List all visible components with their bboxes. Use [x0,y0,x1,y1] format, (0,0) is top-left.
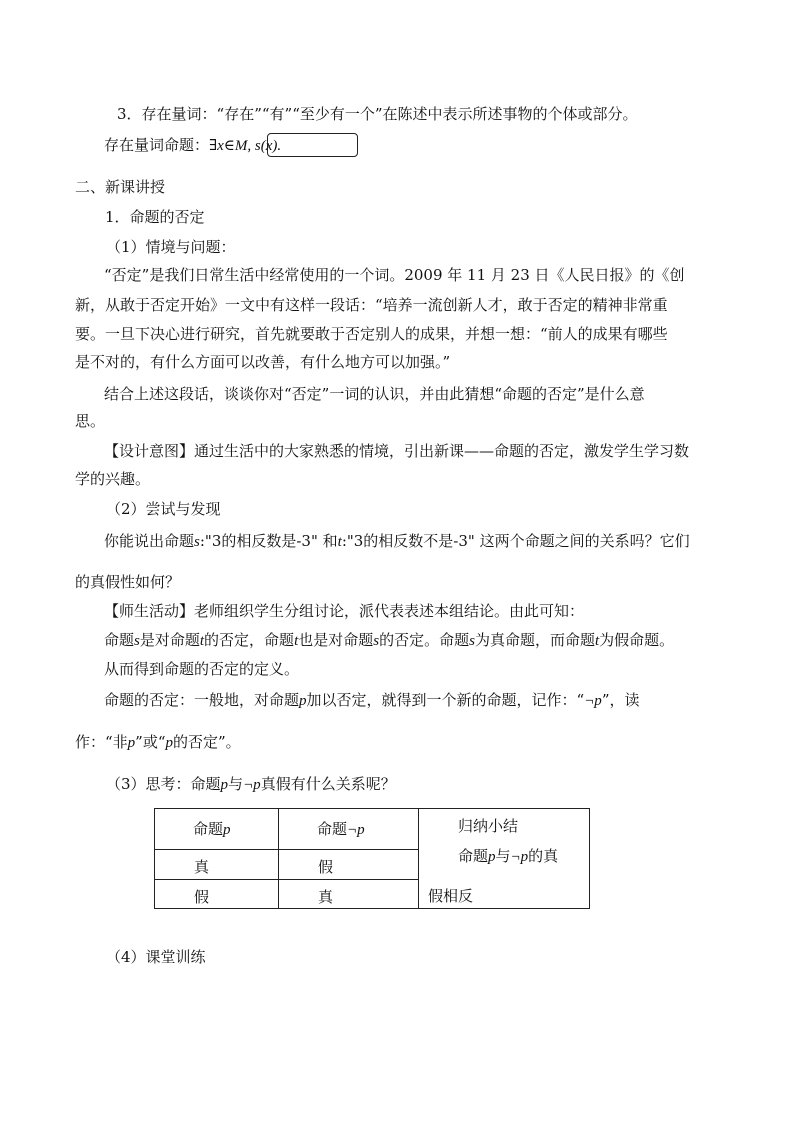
conclusion-text: 为假命题。 [599,631,675,649]
definition-text: ”或“ [135,733,166,751]
table-row-divider [154,879,419,880]
var-t: t [594,633,600,649]
table-header-p [193,818,231,841]
var-not-p: ¬p [243,777,261,793]
conclusion-text: 也是对命题 [298,631,374,649]
existential-proposition-line [104,134,281,157]
var-p: p [488,849,496,865]
var-s: s [373,633,380,649]
question-line [104,530,690,553]
definition-line [75,731,241,754]
question-text: :"3的相反数是-3" 和 [199,532,338,550]
var-not-p: ¬p [510,849,529,865]
question-line: 的真假性如何？ [75,573,181,591]
var-t: t [337,534,342,550]
table-header-not-p [317,818,365,841]
activity-tag: 【师生活动】 [104,602,195,620]
var-s: s [469,633,475,649]
think-text: 与 [228,775,244,793]
table-border-left [154,808,155,909]
summary-title: 归纳小结 [458,817,519,835]
var-p: p [165,735,174,751]
activity-line [104,600,584,622]
conclusion-text: 的否定。命题 [379,631,470,649]
existential-quantifier-point: 3．存在量词：“存在”“有”“至少有一个”在陈述中表示所述事物的个体或部分。 [117,105,638,123]
reflection-line: 思。 [75,412,106,430]
design-intent-tag: 【设计意图】 [104,442,195,460]
var-p: p [223,822,231,838]
table-border-top [154,808,590,809]
existential-proposition-label: 存在量词命题： [104,136,210,154]
reflection-line: 结合上述这段话，谈谈你对“否定”一词的认识，并由此猜想“命题的否定”是什么意 [104,385,645,403]
think-line [106,773,396,796]
var-p: p [220,777,229,793]
formula-box [267,133,358,157]
definition-text: 的否定”。 [173,733,241,751]
activity-text: 老师组织学生分组讨论，派代表表述本组结论。由此可知： [194,602,585,620]
section-heading: 二、新课讲授 [75,178,166,196]
table-border-right [589,808,590,909]
situation-line: 新，从敢于否定开始》一文中有这样一段话：“培养一流创新人才，敢于否定的精神非常重 [75,296,668,314]
try-discover-title: （2）尝试与发现 [106,500,221,518]
question-text: :"3的相反数不是-3" 这两个命题之间的关系吗？它们 [341,532,690,550]
summary-line [458,845,558,868]
header-text: 命题 [193,820,224,838]
classroom-practice-title: （4）课堂训练 [106,948,206,966]
table-col-divider [418,808,419,909]
var-s: s [134,633,140,649]
definition-text: 作：“非 [75,733,128,751]
var-p: p [127,735,136,751]
table-cell: 假 [318,858,334,876]
definition-text: ”，读 [601,691,640,709]
var-t: t [294,633,299,649]
summary-line: 假相反 [428,887,474,905]
table-border-bottom [154,908,590,909]
var-s: s [194,534,200,550]
design-intent-line: 学的兴趣。 [75,470,151,488]
definition-line [104,689,639,712]
design-intent-text: 通过生活中的大家熟悉的情境，引出新课——命题的否定，激发学生学习数 [194,442,690,460]
table-cell: 真 [194,858,210,876]
table-col-divider [278,808,279,909]
var-t: t [199,633,205,649]
think-text: （3）思考：命题 [106,775,221,793]
table-row-divider [154,849,419,850]
situation-line: 要。一旦下决心进行研究，首先就要敢于否定别人的成果，并想一想：“前人的成果有哪些 [75,325,668,343]
var-not-p: ¬p [584,693,602,709]
situation-line: “否定”是我们日常生活中经常使用的一个词。2009 年 11 月 23 日《人民日报》的《创 [104,266,685,284]
conclusion-text: 为真命题，而命题 [474,631,595,649]
definition-text: 加以否定，就得到一个新的命题，记作：“ [306,691,585,709]
header-text: 命题 [317,820,348,838]
summary-text: 的真 [528,847,559,865]
conclusion-line: 从而得到命题的否定的定义。 [104,660,300,678]
think-text: 真假有什么关系呢？ [260,775,396,793]
situation-title: （1）情境与问题： [106,238,236,256]
var-p: p [299,693,307,709]
summary-text: 命题 [458,847,489,865]
design-intent-line [104,440,689,462]
situation-line: 是不对的，有什么方面可以改善，有什么地方可以加强。” [75,353,451,371]
question-text: 你能说出命题 [104,532,195,550]
conclusion-text: 是对命题 [139,631,200,649]
table-cell: 假 [194,888,210,906]
conclusion-text: 命题 [104,631,135,649]
existential-formula: ∃x∈M, s(x). [209,138,282,154]
subsection-heading: 1．命题的否定 [105,208,205,226]
definition-text: 命题的否定：一般地，对命题 [104,691,300,709]
conclusion-line [104,629,674,652]
table-cell: 真 [318,888,334,906]
var-not-p: ¬p [347,822,365,838]
conclusion-text: 的否定，命题 [204,631,295,649]
summary-text: 与 [495,847,511,865]
